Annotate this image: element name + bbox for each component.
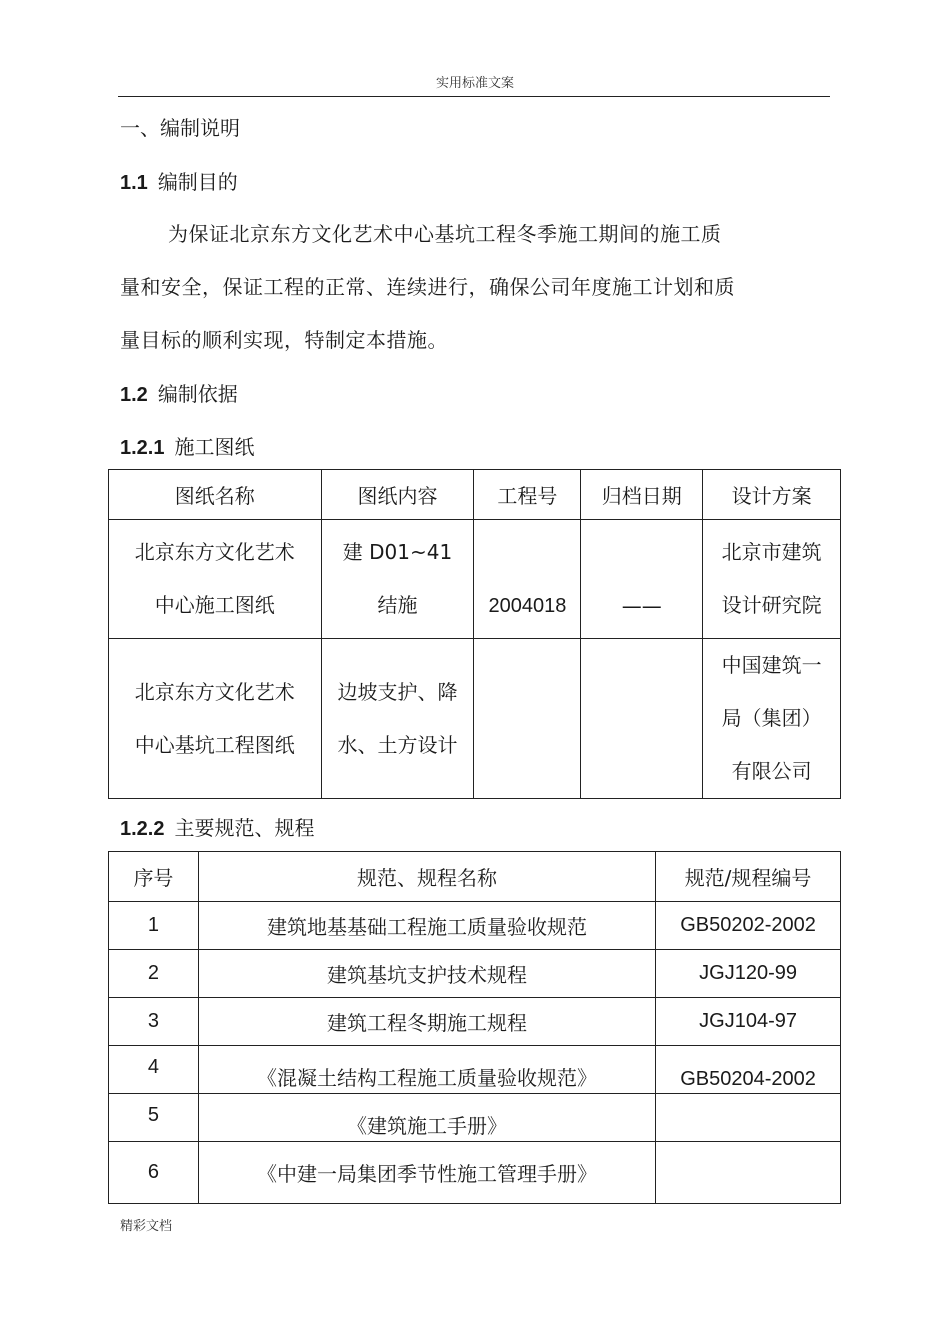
table-row (109, 1142, 841, 1204)
table-header-row (109, 470, 841, 520)
section-heading-1-2-2 (120, 812, 314, 841)
drawing-content-line: 水、土方设计 (337, 732, 458, 757)
section-title: 编制目的 (157, 170, 238, 194)
drawing-name-cell (109, 639, 322, 799)
column-header: 工程号 (474, 470, 581, 520)
table-row (109, 1094, 841, 1142)
project-number-cell: 2004018 (474, 520, 581, 639)
section-heading-1-1 (120, 166, 238, 195)
column-header: 图纸内容 (321, 470, 474, 520)
design-org-line: 中国建筑一 (721, 653, 822, 677)
section-number: 1.2.2 (120, 818, 165, 840)
design-org-line: 设计研究院 (721, 593, 822, 617)
column-header: 归档日期 (581, 470, 703, 520)
column-header: 设计方案 (703, 470, 841, 520)
standard-code-cell (656, 1142, 841, 1204)
row-number-cell: 2 (109, 950, 199, 998)
standard-code-cell: GB50204-2002 (656, 1046, 841, 1094)
drawing-name-line: 中心基坑工程图纸 (134, 732, 295, 757)
section-title: 编制依据 (157, 382, 238, 406)
section-heading-1-2 (120, 378, 238, 407)
archive-date-cell: —— (581, 520, 703, 639)
row-number-cell: 5 (109, 1094, 199, 1142)
section-number: 1.2 (120, 384, 148, 406)
design-org-line: 局（集团） (721, 706, 822, 730)
drawing-name-line: 中心施工图纸 (154, 593, 275, 617)
drawing-content-cell (321, 520, 474, 639)
row-number-cell: 1 (109, 902, 199, 950)
design-org-cell (703, 639, 841, 799)
page-header: 实用标准文案 (435, 76, 514, 91)
standard-name-cell: 《建筑施工手册》 (198, 1094, 655, 1142)
table-row (109, 950, 841, 998)
page-footer: 精彩文档 (120, 1219, 173, 1234)
standard-code-cell: JGJ120-99 (656, 950, 841, 998)
design-org-line: 有限公司 (731, 759, 812, 783)
drawing-name-line: 北京东方文化艺术 (134, 679, 295, 704)
standards-table (108, 851, 841, 1204)
column-header: 序号 (109, 852, 199, 902)
section-title: 施工图纸 (174, 435, 255, 459)
purpose-paragraph-line-3: 量目标的顺利实现，特制定本措施。 (120, 328, 448, 352)
drawing-name-line: 北京东方文化艺术 (134, 540, 295, 564)
table-row (109, 1046, 841, 1094)
section-number: 1.1 (120, 172, 148, 194)
row-number-cell: 3 (109, 998, 199, 1046)
standard-code-cell: GB50202-2002 (656, 902, 841, 950)
row-number-cell: 4 (109, 1046, 199, 1094)
standard-name-cell: 《混凝土结构工程施工质量验收规范》 (198, 1046, 655, 1094)
row-number-cell: 6 (109, 1142, 199, 1204)
drawing-content-line: 结施 (377, 593, 418, 617)
drawing-name-cell (109, 520, 322, 639)
standard-name-cell: 建筑基坑支护技术规程 (198, 950, 655, 998)
standard-name-cell: 建筑工程冬期施工规程 (198, 998, 655, 1046)
column-header: 规范/规程编号 (656, 852, 841, 902)
purpose-paragraph-line-1: 为保证北京东方文化艺术中心基坑工程冬季施工期间的施工质 (168, 222, 722, 246)
standard-name-cell: 建筑地基基础工程施工质量验收规范 (198, 902, 655, 950)
table-header-row (109, 852, 841, 902)
table-row (109, 902, 841, 950)
table-row (109, 639, 841, 799)
standard-code-cell (656, 1094, 841, 1142)
design-org-cell (703, 520, 841, 639)
section-title: 主要规范、规程 (174, 816, 315, 840)
archive-date-cell (581, 639, 703, 799)
section-heading-1-2-1 (120, 431, 254, 460)
standard-name-cell: 《中建一局集团季节性施工管理手册》 (198, 1142, 655, 1204)
table-row (109, 520, 841, 639)
column-header: 规范、规程名称 (198, 852, 655, 902)
section-heading-1: 一、编制说明 (120, 116, 240, 140)
standard-code-cell: JGJ104-97 (656, 998, 841, 1046)
drawing-content-cell (321, 639, 474, 799)
project-number-cell (474, 639, 581, 799)
drawing-content-line: 边坡支护、降 (337, 679, 458, 704)
column-header: 图纸名称 (109, 470, 322, 520)
table-row (109, 998, 841, 1046)
section-number: 1.2.1 (120, 437, 165, 459)
header-divider (118, 96, 830, 97)
drawings-table (108, 469, 841, 799)
drawing-content-line: 建 D01~41 (342, 540, 453, 564)
purpose-paragraph-line-2: 量和安全，保证工程的正常、连续进行，确保公司年度施工计划和质 (120, 275, 735, 299)
design-org-line: 北京市建筑 (721, 540, 822, 564)
